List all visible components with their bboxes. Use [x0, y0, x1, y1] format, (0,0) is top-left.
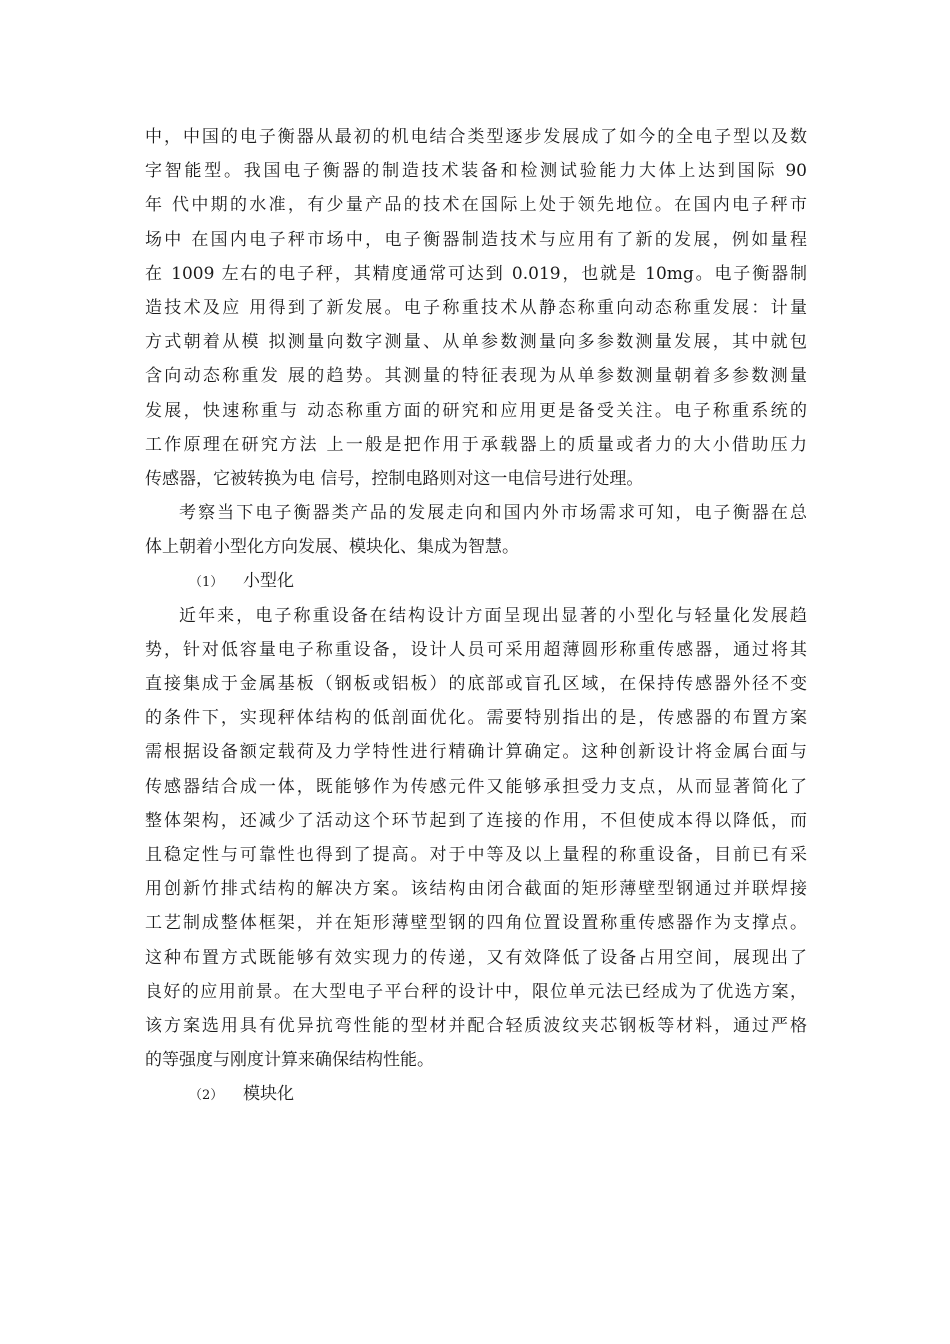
- text-line: 年 代中期的水准，有少量产品的技术在国际上处于领先地位。在国内电子秤市: [145, 195, 807, 216]
- section-heading-1: [145, 564, 807, 598]
- section-heading-2: [145, 1077, 807, 1111]
- text-line: 考察当下电子衡器类产品的发展走向和国内外市场需求可知，电子衡器在总: [179, 503, 807, 524]
- text-line: 工作原理在研究方法 上一般是把作用于承载器上的质量或者力的大小借助压力: [145, 434, 807, 455]
- text-line: 用创新竹排式结构的解决方案。该结构由闭合截面的矩形薄壁型钢通过并联焊接: [145, 879, 807, 900]
- text-line: 该方案选用具有优异抗弯性能的型材并配合轻质波纹夹芯钢板等材料，通过严格: [145, 1015, 807, 1036]
- text-line: 场中 在国内电子秤市场中，电子衡器制造技术与应用有了新的发展，例如量程: [145, 229, 807, 250]
- text-line: 传感器，它被转换为电 信号，控制电路则对这一电信号进行处理。: [145, 468, 644, 489]
- text-line: 发展，快速称重与 动态称重方面的研究和应用更是备受关注。电子称重系统的: [145, 400, 807, 421]
- paragraph-3: [145, 599, 807, 1078]
- section-number: （1）: [189, 575, 224, 591]
- text-line: 直接集成于金属基板（钢板或铝板）的底部或盲孔区域，在保持传感器外径不变: [145, 674, 807, 694]
- text-line: 需根据设备额定载荷及力学特性进行精确计算确定。这种创新设计将金属台面与: [145, 742, 807, 763]
- document-page: [145, 120, 807, 1111]
- text-line: 的条件下，实现秤体结构的低剖面优化。需要特别指出的是，传感器的布置方案: [145, 708, 807, 729]
- section-title: 模块化: [243, 1084, 294, 1105]
- text-line: 的等强度与刚度计算来确保结构性能。: [145, 1050, 434, 1071]
- text-line: 字智能型。我国电子衡器的制造技术装备和检测试验能力大体上达到国际 90: [145, 161, 807, 182]
- text-line: 传感器结合成一体，既能够作为传感元件又能够承担受力支点，从而显著简化了: [145, 776, 807, 797]
- paragraph-2: [145, 496, 807, 564]
- text-line: 这种布置方式既能够有效实现力的传递，又有效降低了设备占用空间，展现出了: [145, 947, 807, 968]
- text-line: 在 1009 左右的电子秤，其精度通常可达到 0.019，也就是 10mg。电子衡器制: [145, 263, 807, 284]
- section-title: 小型化: [243, 571, 294, 592]
- text-line: 中，中国的电子衡器从最初的机电结合类型逐步发展成了如今的全电子型以及数: [145, 127, 807, 147]
- text-line: 工艺制成整体框架，并在矩形薄壁型钢的四角位置设置称重传感器作为支撑点。: [145, 913, 807, 934]
- paragraph-1: [145, 120, 807, 496]
- text-line: 造技术及应 用得到了新发展。电子称重技术从静态称重向动态称重发展：计量: [145, 297, 807, 318]
- section-number: （2）: [189, 1088, 224, 1104]
- text-line: 良好的应用前景。在大型电子平台秤的设计中，限位单元法已经成为了优选方案，: [145, 981, 807, 1002]
- text-line: 势，针对低容量电子称重设备，设计人员可采用超薄圆形称重传感器，通过将其: [145, 639, 807, 660]
- text-line: 近年来，电子称重设备在结构设计方面呈现出显著的小型化与轻量化发展趋: [179, 605, 807, 626]
- text-line: 方式朝着从模 拟测量向数字测量、从单参数测量向多参数测量发展，其中就包: [145, 332, 807, 353]
- text-line: 体上朝着小型化方向发展、模块化、集成为智慧。: [145, 537, 519, 558]
- text-line: 且稳定性与可靠性也得到了提高。对于中等及以上量程的称重设备，目前已有采: [145, 844, 807, 865]
- text-line: 整体架构，还减少了活动这个环节起到了连接的作用，不但使成本得以降低，而: [145, 810, 807, 831]
- text-line: 含向动态称重发 展的趋势。其测量的特征表现为从单参数测量朝着多参数测量: [145, 366, 807, 387]
